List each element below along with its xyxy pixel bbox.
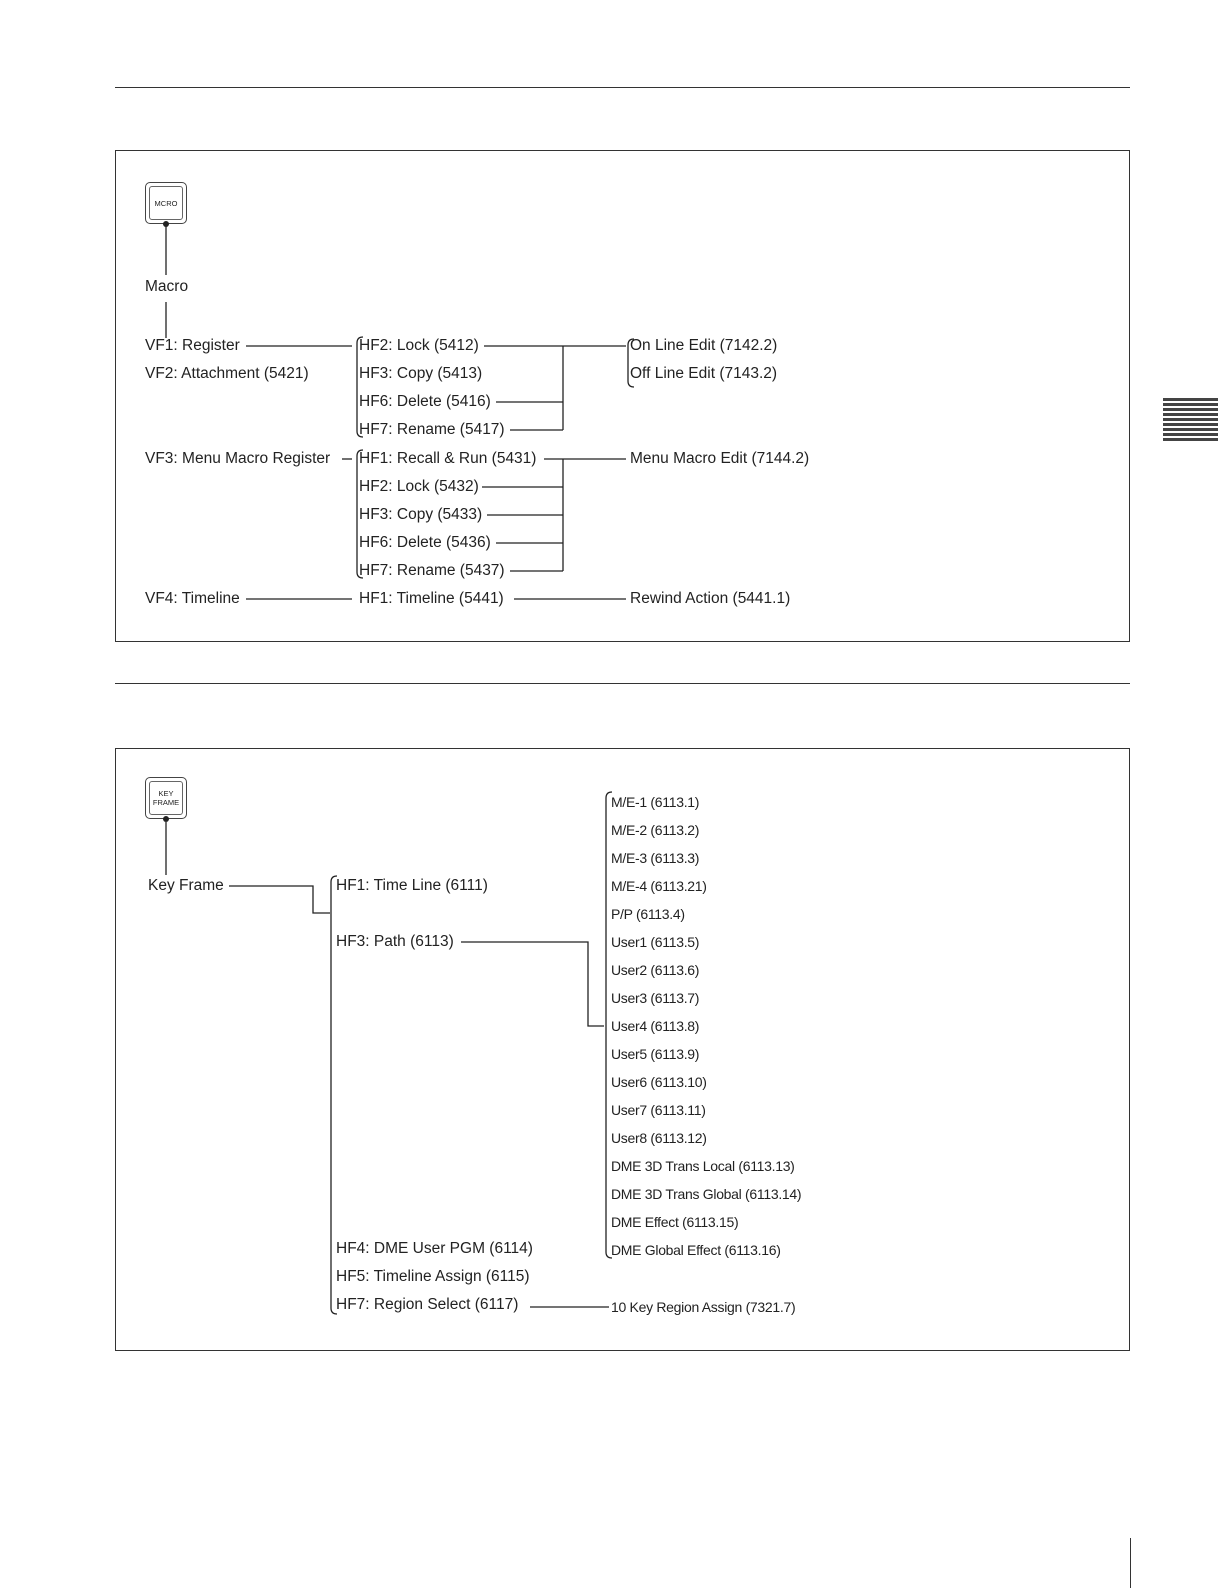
path-target: User7 (6113.11) — [611, 1102, 706, 1118]
path-target: DME 3D Trans Local (6113.13) — [611, 1158, 795, 1174]
hf6-delete-5436: HF6: Delete (5436) — [359, 534, 491, 551]
path-target: User8 (6113.12) — [611, 1130, 707, 1146]
path-target: User2 (6113.6) — [611, 962, 700, 978]
hf7-region-select: HF7: Region Select (6117) — [336, 1296, 519, 1313]
path-target: User3 (6113.7) — [611, 990, 700, 1006]
path-target: M/E-4 (6113.21) — [611, 878, 707, 894]
hf2-lock-5432: HF2: Lock (5432) — [359, 478, 479, 495]
off-line-edit: Off Line Edit (7143.2) — [630, 365, 778, 382]
vf1-register: VF1: Register — [145, 337, 240, 354]
path-target: DME Effect (6113.15) — [611, 1214, 739, 1230]
macro-menu-label: Macro — [145, 278, 189, 295]
path-target: User6 (6113.10) — [611, 1074, 707, 1090]
hf2-lock: HF2: Lock (5412) — [359, 337, 479, 354]
mcro-key[interactable] — [145, 182, 187, 224]
path-target: User5 (6113.9) — [611, 1046, 700, 1062]
keyframe-key-label: KEY FRAME — [149, 781, 183, 815]
key-indicator-dot — [163, 816, 169, 822]
hf5-timeline-assign: HF5: Timeline Assign (6115) — [336, 1268, 530, 1285]
rewind-action: Rewind Action (5441.1) — [630, 590, 791, 607]
mcro-key-label: MCRO — [149, 186, 183, 220]
page-margin-mark — [1130, 1538, 1131, 1588]
path-target: M/E-1 (6113.1) — [611, 794, 700, 810]
path-target: DME Global Effect (6113.16) — [611, 1242, 781, 1258]
path-target: P/P (6113.4) — [611, 906, 685, 922]
hf6-delete: HF6: Delete (5416) — [359, 393, 491, 410]
vf2-attachment: VF2: Attachment (5421) — [145, 365, 309, 382]
hf7-rename: HF7: Rename (5417) — [359, 421, 505, 438]
path-target: M/E-3 (6113.3) — [611, 850, 700, 866]
keyframe-menu-connector — [229, 886, 330, 913]
hf7-rename-5437: HF7: Rename (5437) — [359, 562, 505, 579]
path-target: DME 3D Trans Global (6113.14) — [611, 1186, 802, 1202]
hf3-copy-5433: HF3: Copy (5433) — [359, 506, 483, 523]
hf3-path: HF3: Path (6113) — [336, 933, 454, 950]
path-target: User4 (6113.8) — [611, 1018, 700, 1034]
path-target: User1 (6113.5) — [611, 934, 700, 950]
path-target: M/E-2 (6113.2) — [611, 822, 700, 838]
vf3-menu-macro-register: VF3: Menu Macro Register — [145, 450, 331, 467]
key-indicator-dot — [163, 221, 169, 227]
keyframe-menu-label: Key Frame — [148, 877, 224, 894]
hf4-dme-user-pgm: HF4: DME User PGM (6114) — [336, 1240, 533, 1257]
vf4-timeline: VF4: Timeline — [145, 590, 240, 607]
hf1-time-line: HF1: Time Line (6111) — [336, 877, 488, 894]
hf1-timeline: HF1: Timeline (5441) — [359, 590, 504, 607]
hf1-recall-and-run: HF1: Recall & Run (5431) — [359, 450, 537, 467]
menu-macro-edit: Menu Macro Edit (7144.2) — [630, 450, 810, 467]
region-assign-target: 10 Key Region Assign (7321.7) — [611, 1299, 796, 1315]
on-line-edit: On Line Edit (7142.2) — [630, 337, 778, 354]
hf3-copy: HF3: Copy (5413) — [359, 365, 483, 382]
keyframe-key[interactable] — [145, 777, 187, 819]
path-connector — [461, 942, 604, 1026]
section-thumb-tab — [1163, 398, 1218, 443]
